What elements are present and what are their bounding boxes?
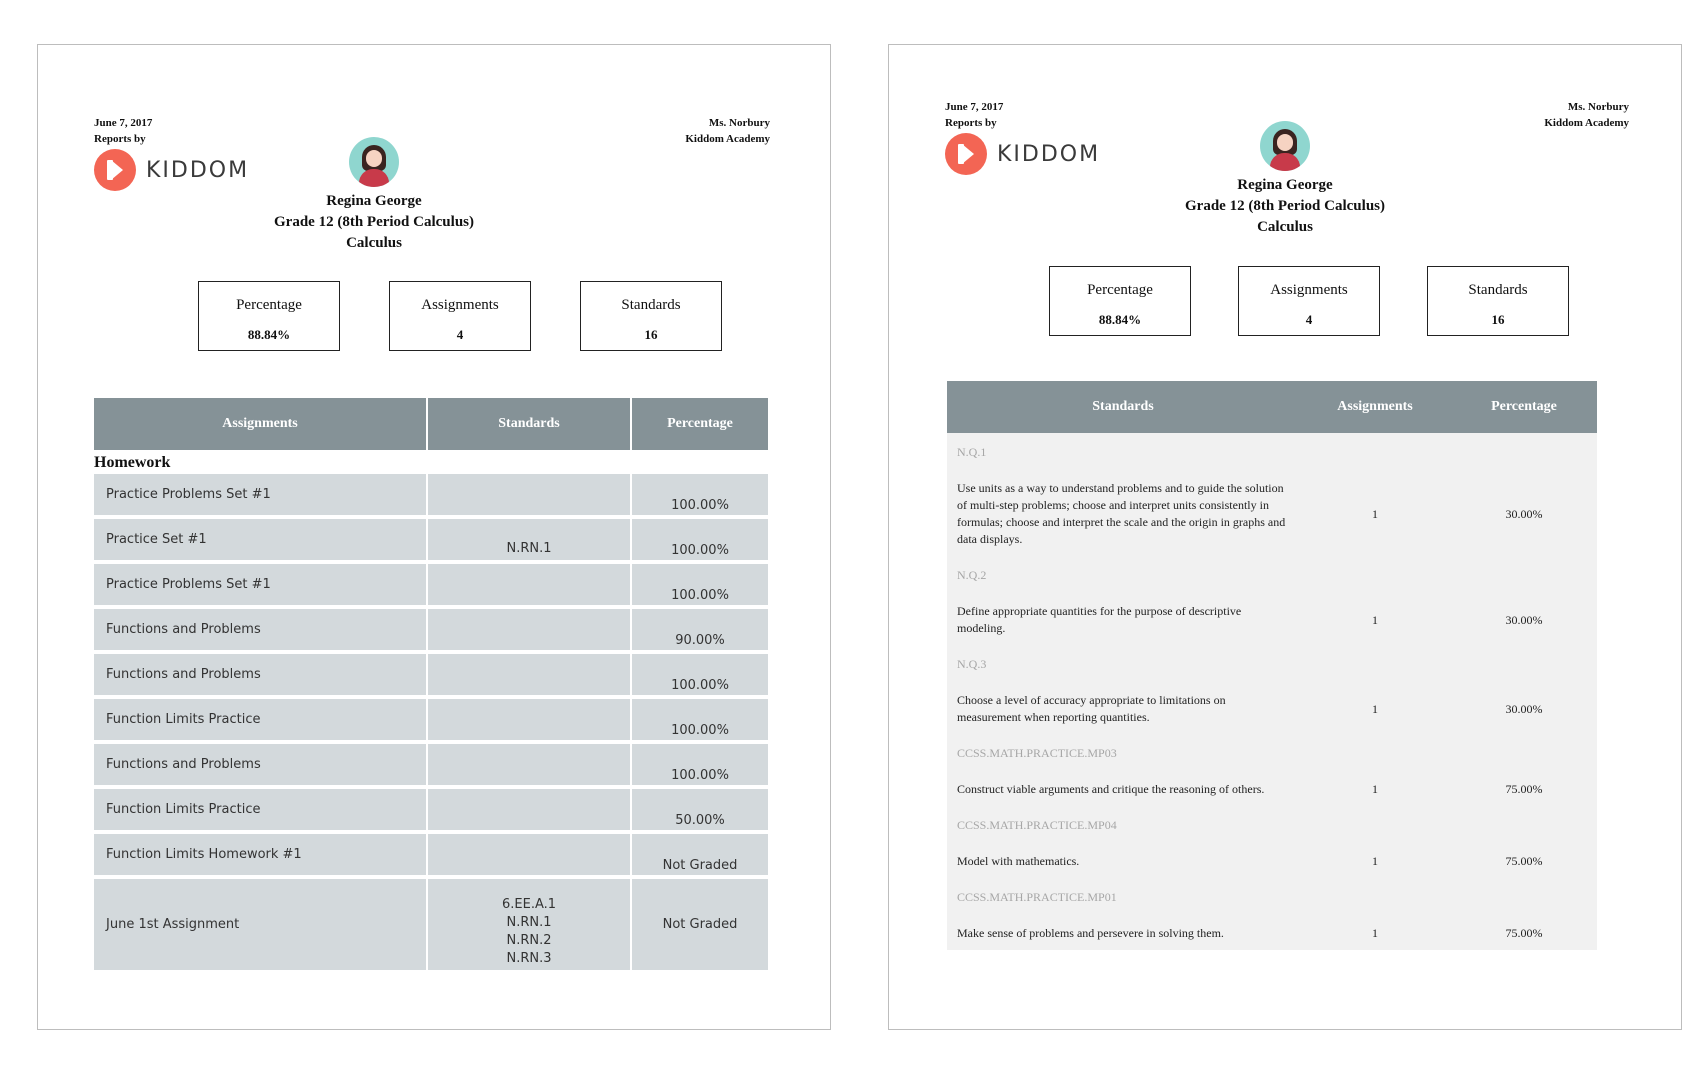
assignment-standards — [427, 697, 631, 742]
stat-value: 88.84% — [247, 327, 291, 342]
standard-code: N.RN.3 — [506, 951, 552, 966]
logo-text: KIDDOM — [997, 141, 1101, 167]
assignment-percentage: 100.00% — [631, 652, 768, 697]
assignment-standards — [427, 652, 631, 697]
col-header-standards: Standards — [427, 398, 631, 450]
standard-code-row — [947, 734, 1597, 763]
col-header-assignments: Assignments — [94, 398, 427, 450]
assignment-percentage: Not Graded — [631, 832, 768, 877]
stat-label: Standards — [1468, 282, 1528, 298]
assignment-standards — [427, 517, 631, 562]
assignment-percentage: 100.00% — [631, 742, 768, 787]
student-info — [889, 121, 1681, 238]
standard-code-row — [947, 806, 1597, 835]
summary-stats — [1049, 266, 1616, 336]
table-row — [94, 517, 768, 562]
standard-description: Choose a level of accuracy appropriate to limitations on measurement when reporting quantities. — [957, 693, 1226, 724]
section-heading: Homework — [94, 450, 768, 474]
assignment-percentage: 100.00% — [631, 474, 768, 517]
table-row — [94, 607, 768, 652]
stat-standards — [580, 281, 722, 351]
assignment-name: Function Limits Practice — [94, 697, 427, 742]
standard-code: CCSS.MATH.PRACTICE.MP04 — [957, 818, 1117, 832]
teacher-name: Ms. Norbury — [1567, 101, 1629, 113]
standards-table — [947, 381, 1597, 950]
table-row — [947, 674, 1597, 734]
standard-assignment-count: 1 — [1372, 854, 1378, 868]
standard-description: Define appropriate quantities for the purpose of descriptive modeling. — [957, 604, 1242, 635]
stat-label: Standards — [621, 297, 681, 313]
assignment-standards — [427, 607, 631, 652]
assignments-table — [94, 398, 768, 974]
standard-code: N.RN.2 — [506, 933, 552, 948]
assignment-percentage: 50.00% — [631, 787, 768, 832]
standard-percentage: 30.00% — [1505, 612, 1543, 627]
assignment-name: Practice Problems Set #1 — [94, 562, 427, 607]
report-date: June 7, 2017 — [945, 101, 1004, 113]
table-row — [947, 585, 1597, 645]
assignment-name: Functions and Problems — [94, 652, 427, 697]
assignment-name: Functions and Problems — [94, 607, 427, 652]
reports-by-label: Reports by — [945, 117, 997, 129]
table-row — [94, 832, 768, 877]
stat-assignments — [1238, 266, 1380, 336]
assignment-standards — [427, 787, 631, 832]
standard-percentage: 75.00% — [1505, 854, 1543, 868]
assignment-standards — [427, 742, 631, 787]
standard-code: CCSS.MATH.PRACTICE.MP03 — [957, 746, 1117, 760]
assignment-name: Function Limits Homework #1 — [94, 832, 427, 877]
assignment-percentage: 100.00% — [631, 517, 768, 562]
report-page-assignments — [37, 44, 831, 1030]
student-grade: Grade 12 (8th Period Calculus) — [274, 214, 474, 230]
standard-description: Use units as a way to understand problems and to guide the solution of multi-step problems; choose and interpret units consistently in formulas; choose and interpret the scale and the origin in graphs and data displays. — [957, 481, 1286, 546]
assignment-percentage: Not Graded — [631, 877, 768, 972]
table-row — [94, 474, 768, 517]
stat-label: Assignments — [421, 297, 499, 313]
stat-value: 16 — [1491, 312, 1505, 327]
assignment-percentage: 100.00% — [631, 562, 768, 607]
table-row — [947, 907, 1597, 950]
stat-label: Percentage — [1087, 282, 1153, 298]
assignment-name: Function Limits Practice — [94, 787, 427, 832]
student-name: Regina George — [1237, 177, 1333, 193]
stat-label: Percentage — [236, 297, 302, 313]
school-name: Kiddom Academy — [1544, 117, 1629, 129]
stat-label: Assignments — [1270, 282, 1348, 298]
assignment-standards — [427, 877, 631, 972]
standard-code: N.Q.2 — [957, 568, 987, 582]
table-row — [94, 697, 768, 742]
standard-description: Model with mathematics. — [957, 854, 1080, 868]
standard-assignment-count: 1 — [1372, 612, 1378, 627]
report-date: June 7, 2017 — [94, 117, 153, 129]
col-header-assignments: Assignments — [1299, 381, 1451, 433]
standard-code-row — [947, 556, 1597, 585]
stat-value: 88.84% — [1098, 312, 1142, 327]
col-header-standards: Standards — [947, 381, 1299, 433]
standard-code-row — [947, 878, 1597, 907]
assignment-name: June 1st Assignment — [94, 877, 427, 972]
standard-code: N.Q.3 — [957, 657, 987, 671]
assignment-name: Functions and Problems — [94, 742, 427, 787]
assignment-standards — [427, 562, 631, 607]
logo-text: KIDDOM — [146, 157, 250, 183]
report-page-standards — [888, 44, 1682, 1030]
standard-code: 6.EE.A.1 — [501, 897, 557, 912]
reports-by-label: Reports by — [94, 133, 146, 145]
teacher-name: Ms. Norbury — [708, 117, 770, 129]
table-row — [94, 742, 768, 787]
assignment-standards — [427, 832, 631, 877]
stat-percentage — [1049, 266, 1191, 336]
assignment-percentage: 100.00% — [631, 697, 768, 742]
student-subject: Calculus — [346, 235, 402, 251]
table-row — [947, 835, 1597, 878]
standard-description: Construct viable arguments and critique the reasoning of others. — [957, 782, 1265, 796]
table-row — [94, 787, 768, 832]
standard-assignment-count: 1 — [1372, 506, 1378, 521]
stat-assignments — [389, 281, 531, 351]
assignment-standards — [427, 474, 631, 517]
stat-percentage — [198, 281, 340, 351]
student-avatar-icon — [1260, 121, 1310, 171]
stat-value: 4 — [456, 327, 464, 342]
standard-percentage: 75.00% — [1505, 926, 1543, 940]
stat-value: 4 — [1305, 312, 1313, 327]
stat-standards — [1427, 266, 1569, 336]
student-info — [0, 137, 770, 254]
standard-assignment-count: 1 — [1372, 701, 1378, 716]
student-name: Regina George — [326, 193, 422, 209]
summary-stats — [198, 281, 771, 351]
standard-code: N.Q.1 — [957, 445, 987, 459]
col-header-percentage: Percentage — [1451, 381, 1597, 433]
student-avatar-icon — [349, 137, 399, 187]
standard-assignment-count: 1 — [1372, 782, 1378, 796]
student-subject: Calculus — [1257, 219, 1313, 235]
standard-percentage: 75.00% — [1505, 782, 1543, 796]
table-row — [947, 763, 1597, 806]
standard-code-row — [947, 645, 1597, 674]
table-row — [94, 652, 768, 697]
assignment-name: Practice Problems Set #1 — [94, 474, 427, 517]
table-row — [94, 877, 768, 972]
standard-description: Make sense of problems and persevere in solving them. — [957, 926, 1224, 940]
col-header-percentage: Percentage — [631, 398, 768, 450]
assignment-name: Practice Set #1 — [94, 517, 427, 562]
school-name: Kiddom Academy — [685, 133, 770, 145]
stat-value: 16 — [644, 327, 658, 342]
table-row — [947, 462, 1597, 556]
standard-assignment-count: 1 — [1372, 926, 1378, 940]
standard-percentage: 30.00% — [1505, 506, 1543, 521]
standard-code: CCSS.MATH.PRACTICE.MP01 — [957, 890, 1117, 904]
standard-code: N.RN.1 — [506, 541, 552, 556]
standard-code-row — [947, 433, 1597, 462]
student-grade: Grade 12 (8th Period Calculus) — [1185, 198, 1385, 214]
standard-code: N.RN.1 — [506, 915, 552, 930]
standard-percentage: 30.00% — [1505, 701, 1543, 716]
assignment-percentage: 90.00% — [631, 607, 768, 652]
table-row — [94, 562, 768, 607]
